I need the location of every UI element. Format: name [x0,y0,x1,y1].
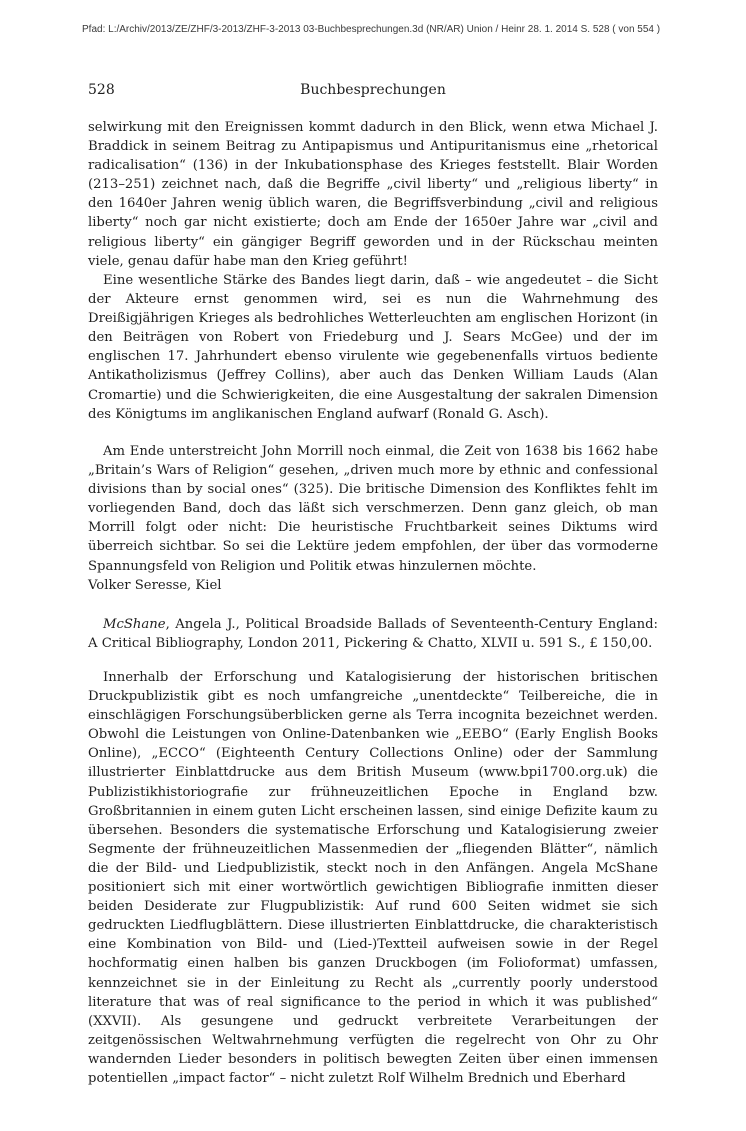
book-details: , Angela J., Political Broadside Ballads of Seventeenth-Century England: A Critical Bibliography, London 2011, Pickering & Chatto, XLVII u. 591 S., £ 150,00. [88,617,658,652]
review-paragraph-block [88,271,658,424]
paragraph: Innerhalb der Erforschung und Katalogisierung der historischen britischen Druckpublizistik gibt es noch umfangreiche „unentdeckte“ Teilbereiche, die in einschlägigen Forschungsüberblicken gerne als Terra incognita bezeichnet werden. Obwohl die Leistungen von Online-Datenbanken wie „EEBO“ (Early English Books Online), „ECCO“ (Eighteenth Century Collections Online) oder der Sammlung illustrierter Einblattdrucke aus dem British Museum (www.bpi1700.org.uk) die Publizistikhistoriografie zur frühneuzeitlichen Epoche in England bzw. Großbritannien in einem guten Licht erscheinen lassen, sind einige Defizite kaum zu übersehen. Besonders die systematische Erforschung und Katalogisierung zweier Segmente der frühneuzeitlichen Massenmedien der „fliegenden Blätter“, nämlich die der Bild- und Liedpublizistik, steckt noch in den Anfängen. Angela McShane positioniert sich mit einer wortwörtlich gewichtigen Bibliografie inmitten dieser beiden Desiderate zur Flugpublizistik: Auf rund 600 Seiten widmet sie sich gedruckten Liedflugblättern. Diese illustrierten Einblattdrucke, die charakteristisch eine Kombination von Bild- und (Lied-)Textteil aufweisen sowie in der Regel hochformatig einen halben bis ganzen Druckbogen (im Folioformat) umfassen, kennzeichnet sie in der Einleitung zu Recht als „currently poorly understood literature that was of real significance to the period in which it was published“ (XXVII). Als gesungene und gedruckt verbreitete Verarbeitungen der zeitgenössischen Weltwahrnehmung verfügten die regelrecht von Ohr zu Ohr wandernden Lieder besonders in politisch bewegten Zeiten über einen immensen potentiellen „impact factor“ – nicht zuletzt Rolf Wilhelm Brednich und Eberhard [88,670,658,1086]
paragraph: Eine wesentliche Stärke des Bandes liegt darin, daß – wie angedeutet – die Sicht der Akteure ernst genommen wird, sei es nun die Wahrnehmung des Dreißigjährigen Krieges als bedrohliches Wetterleuchten am englischen Horizont (in den Beiträgen von Robert von Friedeburg und J. Sears McGee) und der im englischen 17. Jahrhundert ebenso virulente wie gegebenenfalls virtuos bediente Antikatholizismus (Jeffrey Collins), aber auch das Denken William Lauds (Alan Cromartie) und die Schwierigkeiten, die eine Ausgestaltung der sakralen Dimension des Königtums im anglikanischen England aufwarf (Ronald G. Asch). [88,273,658,422]
book-reference [88,615,658,653]
running-title: Buchbesprechungen [300,82,446,98]
reviewer-signature: Volker Seresse, Kiel [88,577,222,593]
review-continuation [88,118,658,271]
review-paragraph-block [88,442,658,595]
paragraph: Am Ende unterstreicht John Morrill noch einmal, die Zeit von 1638 bis 1662 habe „Britain’s Wars of Religion“ gesehen, „driven much more by ethnic and confessional divisions than by social ones“ (325). Die britische Dimension des Konfliktes fehlt im vorliegenden Band, doch das läßt sich verschmerzen. Denn ganz gleich, ob man Morrill folgt oder nicht: Die heuristische Fruchtbarkeit seines Diktums wird überreich sichtbar. So sei die Lektüre jedem empfohlen, der über das vormoderne Spannungsfeld von Religion und Politik etwas hinzulernen möchte. [88,444,658,574]
review-body [88,668,658,1088]
paragraph: selwirkung mit den Ereignissen kommt dadurch in den Blick, wenn etwa Michael J. Braddick in seinem Beitrag zu Antipapismus und Antipuritanismus eine „rhetorical radicalisation“ (136) in der Inkubationsphase des Krieges feststellt. Blair Worden (213–251) zeichnet nach, daß die Begriffe „civil liberty“ und „religious liberty“ in den 1640er Jahren wenig üblich waren, die Begriffsverbindung „civil and religious liberty“ noch gar nicht existierte; doch am Ende der 1650er Jahre war „civil and religious liberty“ ein gängiger Begriff geworden und in der Rückschau meinten viele, genau dafür habe man den Krieg geführt! [88,120,658,269]
page-number: 528 [88,82,115,98]
file-path-line: Pfad: L:/Archiv/2013/ZE/ZHF/3-2013/ZHF-3-2013 03-Buchbesprechungen.3d (NR/AR) Union / Heinr 28. 1. 2014 S. 528 ( von 554 ) [82,24,661,35]
book-author: McShane [103,617,166,632]
bibliographic-entry [88,615,658,653]
running-header [88,82,658,102]
